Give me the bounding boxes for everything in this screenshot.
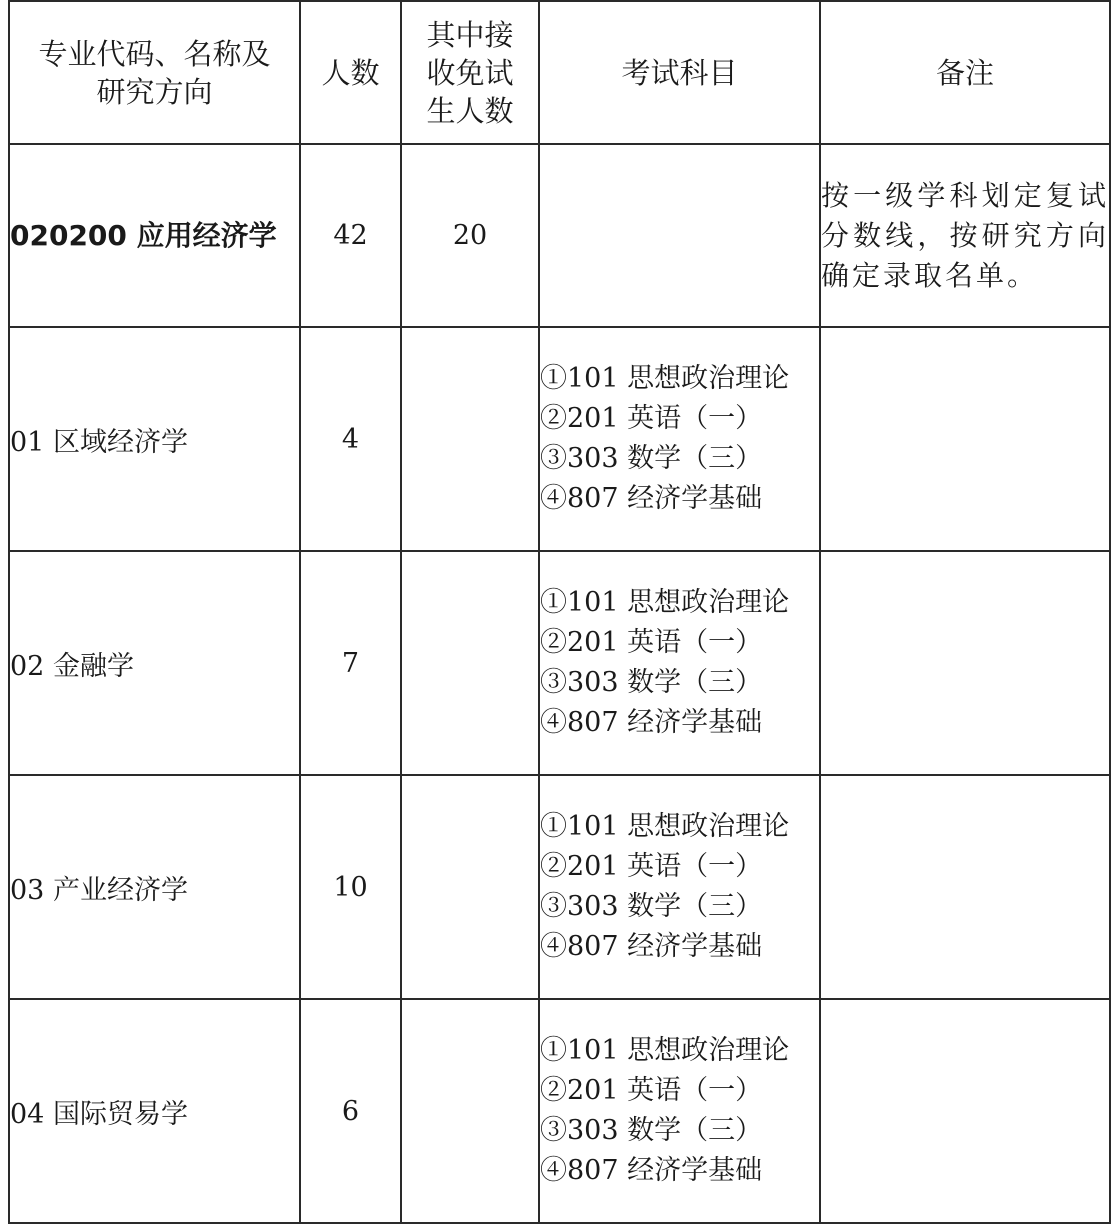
direction-name: 02 金融学	[9, 551, 300, 775]
direction-exempt	[401, 551, 539, 775]
subject-item: ①101 思想政治理论	[540, 363, 790, 394]
subject-item: ④807 经济学基础	[540, 931, 763, 962]
major-subjects	[539, 144, 820, 327]
admissions-table	[8, 0, 1111, 1224]
table-row	[9, 144, 1110, 327]
direction-name: 03 产业经济学	[9, 775, 300, 999]
direction-subjects	[539, 999, 820, 1223]
direction-exempt	[401, 327, 539, 551]
subject-item: ①101 思想政治理论	[540, 1035, 790, 1066]
header-count: 人数	[300, 1, 401, 144]
subject-item: ②201 英语（一）	[540, 403, 763, 434]
table-row	[9, 327, 1110, 551]
direction-note	[820, 551, 1110, 775]
direction-exempt	[401, 999, 539, 1223]
subject-item: ③303 数学（三）	[540, 443, 763, 474]
major-exempt: 20	[401, 144, 539, 327]
subject-item: ③303 数学（三）	[540, 1115, 763, 1146]
direction-note	[820, 327, 1110, 551]
direction-name: 01 区域经济学	[9, 327, 300, 551]
direction-subjects	[539, 551, 820, 775]
subject-item: ①101 思想政治理论	[540, 587, 790, 618]
table-row	[9, 775, 1110, 999]
direction-count: 4	[300, 327, 401, 551]
direction-count: 10	[300, 775, 401, 999]
subject-item: ④807 经济学基础	[540, 1155, 763, 1186]
header-note: 备注	[820, 1, 1110, 144]
direction-subjects	[539, 327, 820, 551]
table-row	[9, 999, 1110, 1223]
subject-item: ③303 数学（三）	[540, 667, 763, 698]
header-exempt: 其中接收免试生人数	[401, 1, 539, 144]
table-row	[9, 551, 1110, 775]
major-name: 020200 应用经济学	[9, 144, 300, 327]
direction-note	[820, 999, 1110, 1223]
header-subjects: 考试科目	[539, 1, 820, 144]
direction-count: 6	[300, 999, 401, 1223]
direction-note	[820, 775, 1110, 999]
major-count: 42	[300, 144, 401, 327]
direction-count: 7	[300, 551, 401, 775]
direction-name: 04 国际贸易学	[9, 999, 300, 1223]
subject-item: ④807 经济学基础	[540, 707, 763, 738]
subject-item: ④807 经济学基础	[540, 483, 763, 514]
subject-item: ②201 英语（一）	[540, 1075, 763, 1106]
subject-item: ①101 思想政治理论	[540, 811, 790, 842]
major-note: 按一级学科划定复试分数线，按研究方向确定录取名单。	[820, 144, 1110, 327]
subject-item: ③303 数学（三）	[540, 891, 763, 922]
subject-item: ②201 英语（一）	[540, 851, 763, 882]
direction-subjects	[539, 775, 820, 999]
direction-exempt	[401, 775, 539, 999]
header-row	[9, 1, 1110, 144]
subject-item: ②201 英语（一）	[540, 627, 763, 658]
header-major: 专业代码、名称及研究方向	[9, 1, 300, 144]
